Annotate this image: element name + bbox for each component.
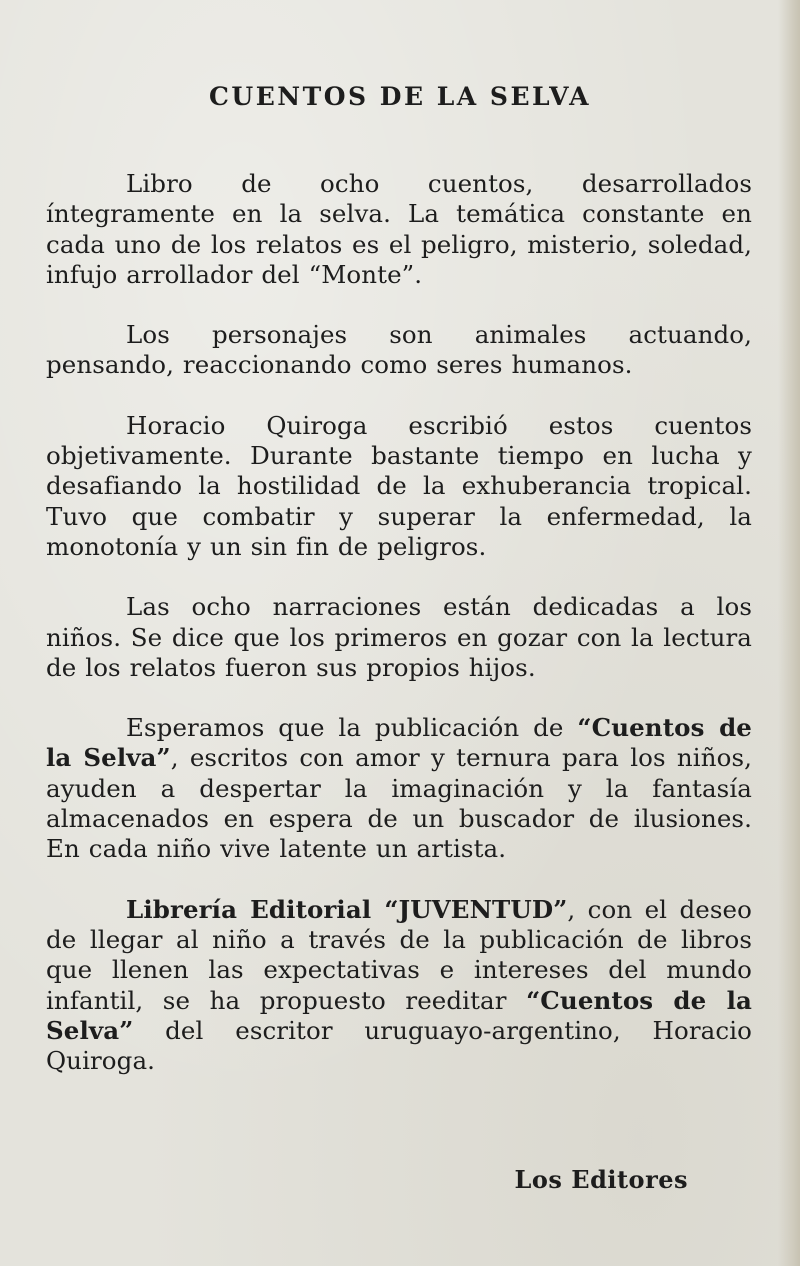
paragraph-5-lead: Esperamos que la publicación de — [126, 713, 578, 743]
page-edge-shadow — [778, 0, 800, 1266]
paragraph-4: Las ocho narraciones están dedicadas a los niños. Se dice que los primeros en gozar con la lectura de los relatos fueron sus propios hijos. — [46, 592, 752, 682]
publisher-name: Librería Editorial “JUVENTUD” — [126, 894, 568, 924]
book-title-emphasis-2: “Cuentos de la Selva” — [46, 985, 752, 1045]
signature: Los Editores — [514, 1165, 688, 1194]
paragraph-5-rest: , escritos con amor y ternura para los niños, ayuden a despertar la imaginación y la fantasía almacenados en espera de un buscador de ilusiones. En cada niño vive latente un artista. — [46, 743, 753, 864]
paragraph-5 — [46, 713, 752, 864]
page-title: CUENTOS DE LA SELVA — [209, 82, 591, 111]
paragraph-6-middle: , con el deseo de llegar al niño a través de la publicación de libros que llenen las expectativas e intereses del mundo infantil, se ha propuesto reeditar — [46, 894, 752, 1015]
body-text — [46, 169, 752, 1106]
paragraph-1: Libro de ocho cuentos, desarrollados íntegramente en la selva. La temática constante en cada uno de los relatos es el peligro, misterio, soledad, infujo arrollador del “Monte”. — [46, 169, 752, 289]
book-title-emphasis: “Cuentos de la Selva” — [46, 713, 752, 773]
paragraph-6 — [46, 895, 752, 1077]
paragraph-3: Horacio Quiroga escribió estos cuentos objetivamente. Durante bastante tiempo en lucha y desafiando la hostilidad de la exhuberancia tropical. Tuvo que combatir y superar la enfermedad, la monotonía y un sin fin de peligros. — [46, 410, 752, 561]
paragraph-6-end: del escritor uruguayo-argentino, Horacio Quiroga. — [46, 1015, 752, 1076]
paragraph-2: Los personajes son animales actuando, pensando, reaccionando como seres humanos. — [46, 320, 752, 380]
